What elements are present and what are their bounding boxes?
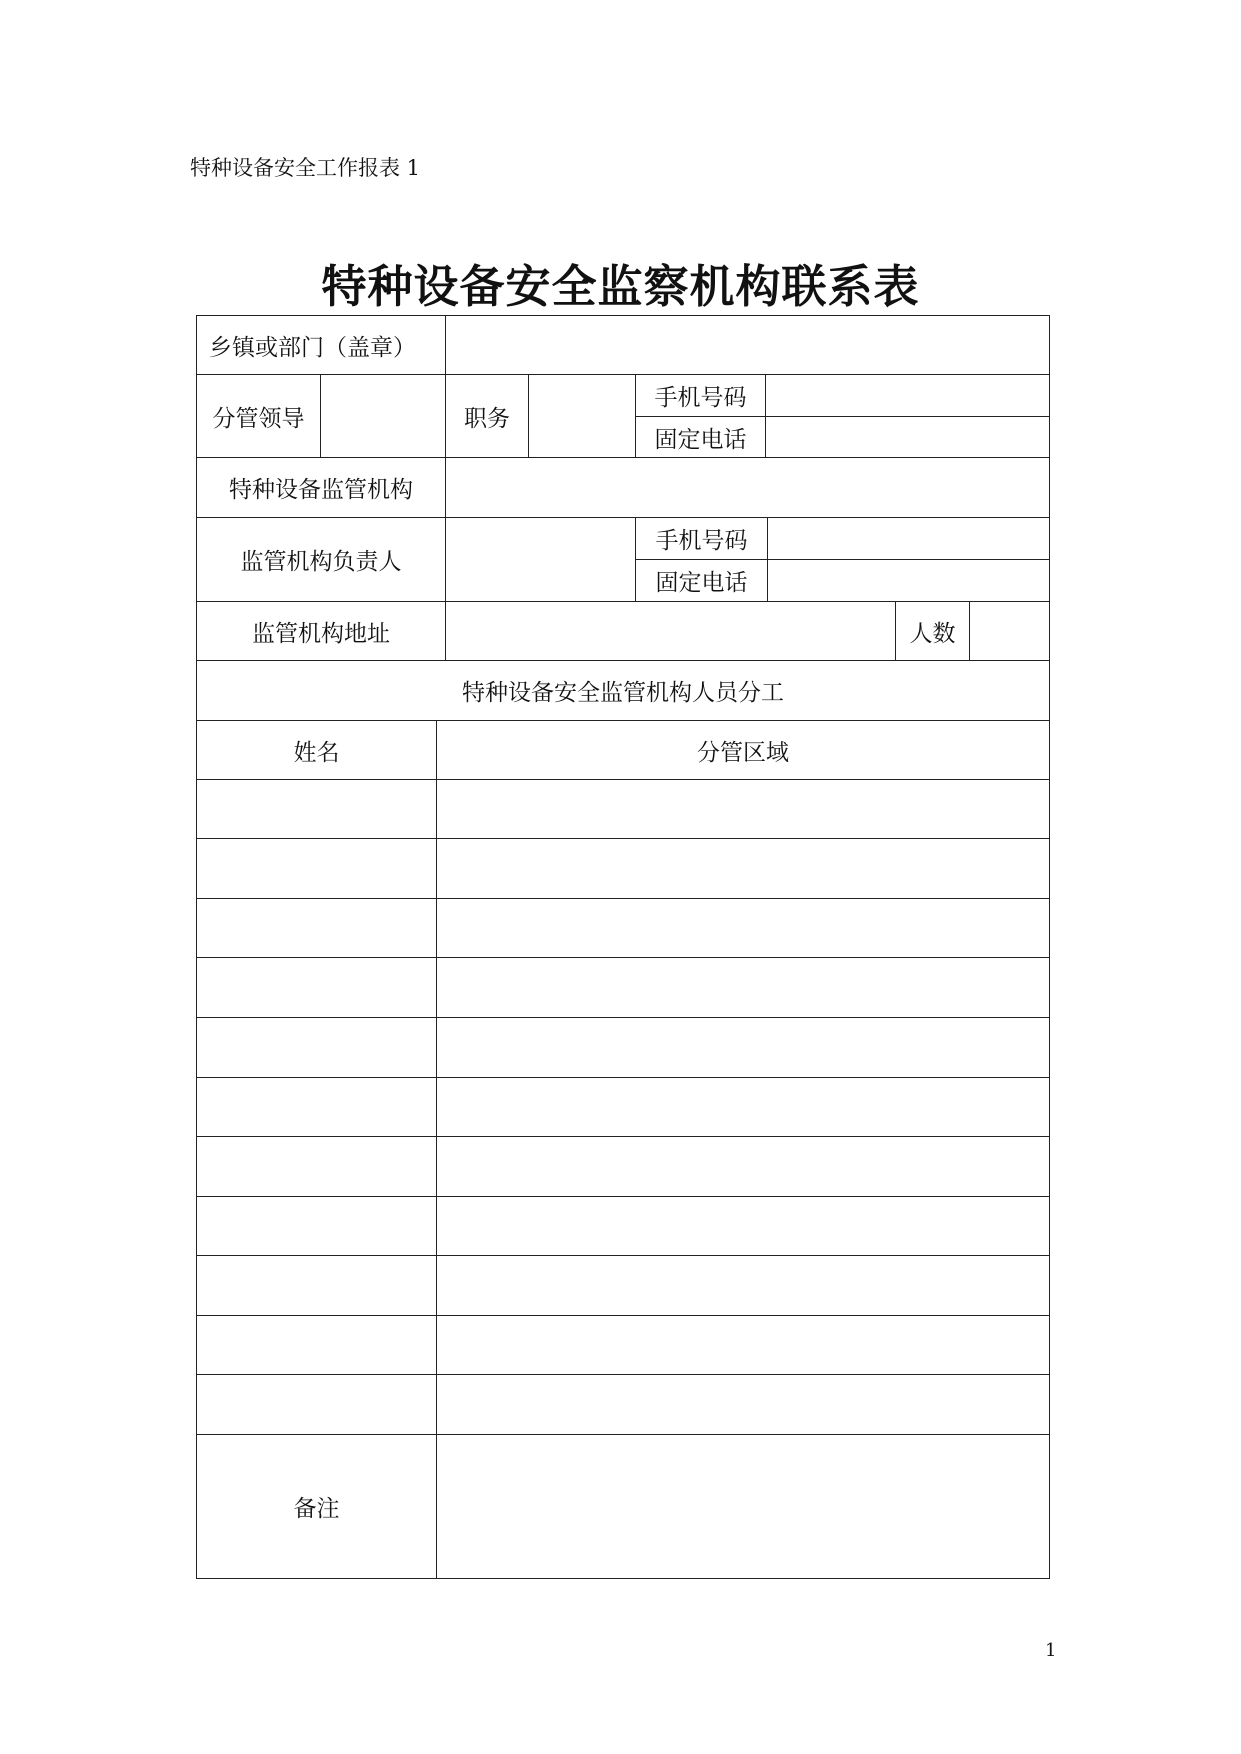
- staff-name-field[interactable]: [196, 1374, 437, 1435]
- headcount-label: 人数: [895, 601, 970, 661]
- staff-name-field[interactable]: [196, 1136, 437, 1197]
- remarks-field[interactable]: [436, 1434, 1050, 1579]
- staff-area-field[interactable]: [436, 838, 1050, 899]
- form-title: 特种设备安全监察机构联系表: [321, 260, 920, 313]
- staff-section-title: 特种设备安全监管机构人员分工: [196, 660, 1050, 721]
- area-column-header: 分管区域: [436, 720, 1050, 780]
- staff-area-field[interactable]: [436, 1255, 1050, 1316]
- headcount-field[interactable]: [969, 601, 1050, 661]
- agency-head-field[interactable]: [445, 517, 636, 602]
- staff-area-field[interactable]: [436, 1077, 1050, 1137]
- agency-field[interactable]: [445, 457, 1050, 518]
- agency-landline-field[interactable]: [767, 559, 1050, 602]
- agency-mobile-label: 手机号码: [635, 517, 768, 560]
- staff-name-field[interactable]: [196, 1315, 437, 1375]
- staff-area-field[interactable]: [436, 1196, 1050, 1256]
- position-field[interactable]: [528, 374, 636, 458]
- staff-name-field[interactable]: [196, 1196, 437, 1256]
- agency-address-label: 监管机构地址: [196, 601, 446, 661]
- township-field[interactable]: [445, 315, 1050, 375]
- name-column-header: 姓名: [196, 720, 437, 780]
- agency-mobile-field[interactable]: [767, 517, 1050, 560]
- staff-name-field[interactable]: [196, 1077, 437, 1137]
- agency-address-field[interactable]: [445, 601, 896, 661]
- staff-name-field[interactable]: [196, 898, 437, 958]
- staff-name-field[interactable]: [196, 838, 437, 899]
- agency-label: 特种设备监管机构: [196, 457, 446, 518]
- township-label: 乡镇或部门（盖章）: [196, 315, 446, 375]
- leader-mobile-field[interactable]: [765, 374, 1050, 417]
- leader-label: 分管领导: [196, 374, 321, 458]
- staff-area-field[interactable]: [436, 1315, 1050, 1375]
- staff-name-field[interactable]: [196, 957, 437, 1018]
- leader-landline-label: 固定电话: [635, 416, 766, 458]
- staff-area-field[interactable]: [436, 779, 1050, 839]
- staff-area-field[interactable]: [436, 1136, 1050, 1197]
- report-header-label: 特种设备安全工作报表 1: [190, 156, 421, 180]
- remarks-label: 备注: [196, 1434, 437, 1579]
- staff-area-field[interactable]: [436, 1374, 1050, 1435]
- staff-name-field[interactable]: [196, 779, 437, 839]
- staff-area-field[interactable]: [436, 957, 1050, 1018]
- staff-area-field[interactable]: [436, 898, 1050, 958]
- page-number: 1: [1045, 1640, 1057, 1661]
- staff-name-field[interactable]: [196, 1255, 437, 1316]
- leader-name-field[interactable]: [320, 374, 446, 458]
- leader-mobile-label: 手机号码: [635, 374, 766, 417]
- leader-landline-field[interactable]: [765, 416, 1050, 458]
- agency-landline-label: 固定电话: [635, 559, 768, 602]
- agency-head-label: 监管机构负责人: [196, 517, 446, 602]
- staff-name-field[interactable]: [196, 1017, 437, 1078]
- position-label: 职务: [445, 374, 529, 458]
- staff-area-field[interactable]: [436, 1017, 1050, 1078]
